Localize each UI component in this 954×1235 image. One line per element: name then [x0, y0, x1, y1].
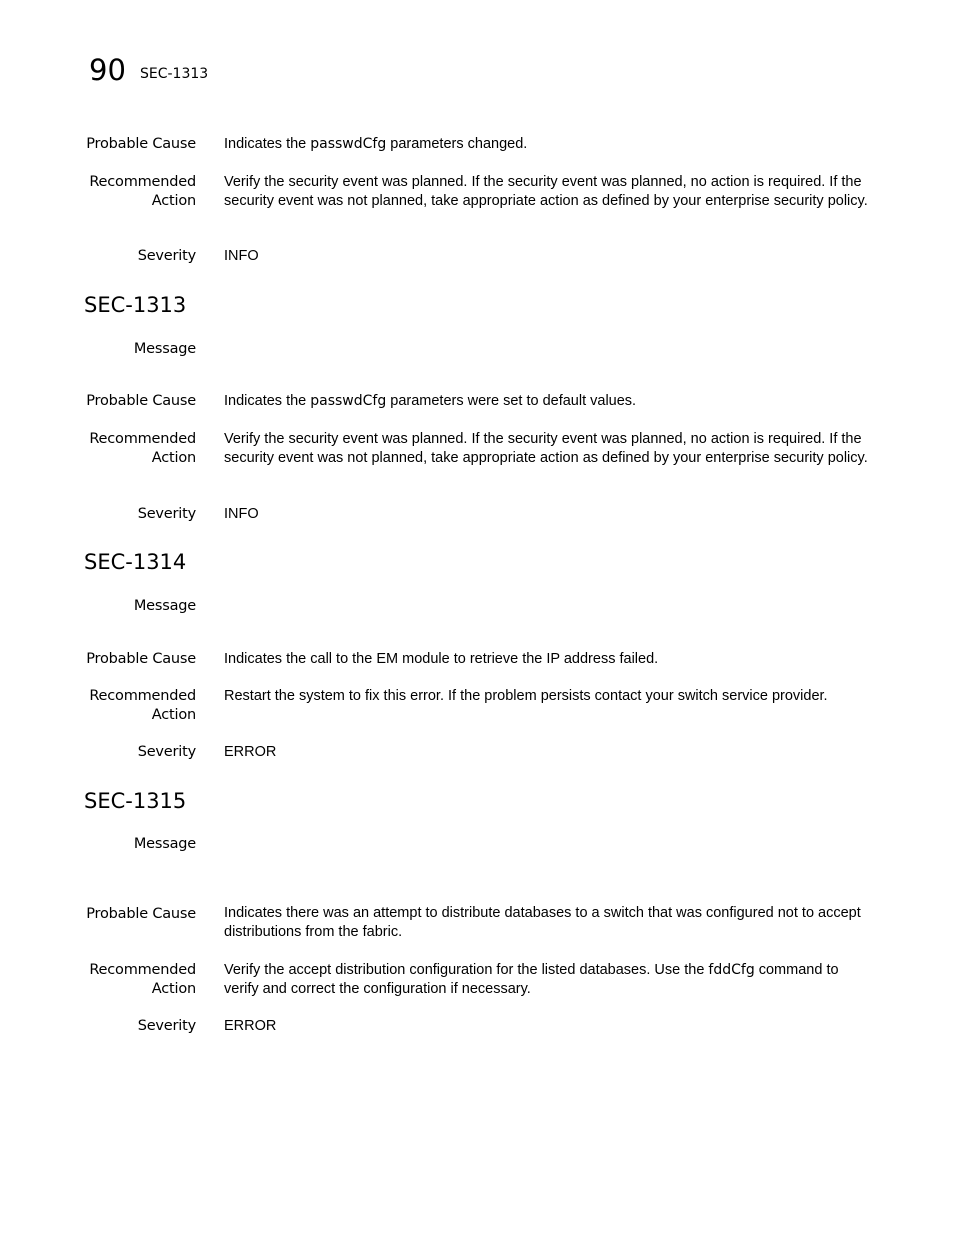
recommended-action-label: Recommended Action [89, 174, 196, 209]
section-heading: SEC-1313 [84, 293, 187, 317]
recommended-action-label: Recommended Action [89, 431, 196, 466]
probable-cause-label: Probable Cause [86, 906, 196, 922]
severity-label: Severity [137, 744, 196, 760]
recommended-action-text: Verify the security event was planned. If the security event was planned, no action is required. If the security event was not planned, take appropriate action as defined by your enterprise security policy. [224, 431, 868, 466]
severity-value: ERROR [224, 744, 277, 760]
probable-cause-text: Indicates there was an attempt to distribute databases to a switch that was configured not to accept distributions from the fabric. [224, 905, 861, 940]
command-name: fddCfg [708, 962, 755, 978]
message-label: Message [133, 341, 196, 357]
probable-cause-text: Indicates the passwdCfg parameters were set to default values. [224, 393, 637, 409]
recommended-action-text: Verify the accept distribution configuration for the listed databases. Use the fddCfg command to verify and correct the configuration if necessary. [224, 962, 839, 997]
recommended-action-text: Verify the security event was planned. If the security event was planned, no action is required. If the security event was not planned, take appropriate action as defined by your enterprise security policy. [224, 174, 868, 209]
section-heading: SEC-1314 [84, 550, 187, 574]
severity-value: INFO [224, 248, 259, 264]
message-label: Message [133, 836, 196, 852]
recommended-action-label: Recommended Action [89, 962, 196, 997]
running-head: SEC-1313 [140, 66, 209, 82]
severity-value: ERROR [224, 1018, 277, 1034]
recommended-action-label: Recommended Action [89, 688, 196, 723]
probable-cause-text: Indicates the call to the EM module to retrieve the IP address failed. [224, 651, 659, 667]
severity-label: Severity [137, 1018, 196, 1034]
severity-label: Severity [137, 248, 196, 264]
probable-cause-label: Probable Cause [86, 393, 196, 409]
command-name: passwdCfg [310, 393, 387, 409]
message-label: Message [133, 598, 196, 614]
severity-label: Severity [137, 506, 196, 522]
probable-cause-label: Probable Cause [86, 136, 196, 152]
probable-cause-label: Probable Cause [86, 651, 196, 667]
page-number: 90 [89, 53, 126, 87]
recommended-action-text: Restart the system to fix this error. If the problem persists contact your switch service provider. [224, 688, 828, 704]
probable-cause-text: Indicates the passwdCfg parameters changed. [224, 136, 528, 152]
command-name: passwdCfg [310, 136, 387, 152]
severity-value: INFO [224, 506, 259, 522]
section-heading: SEC-1315 [84, 789, 187, 813]
